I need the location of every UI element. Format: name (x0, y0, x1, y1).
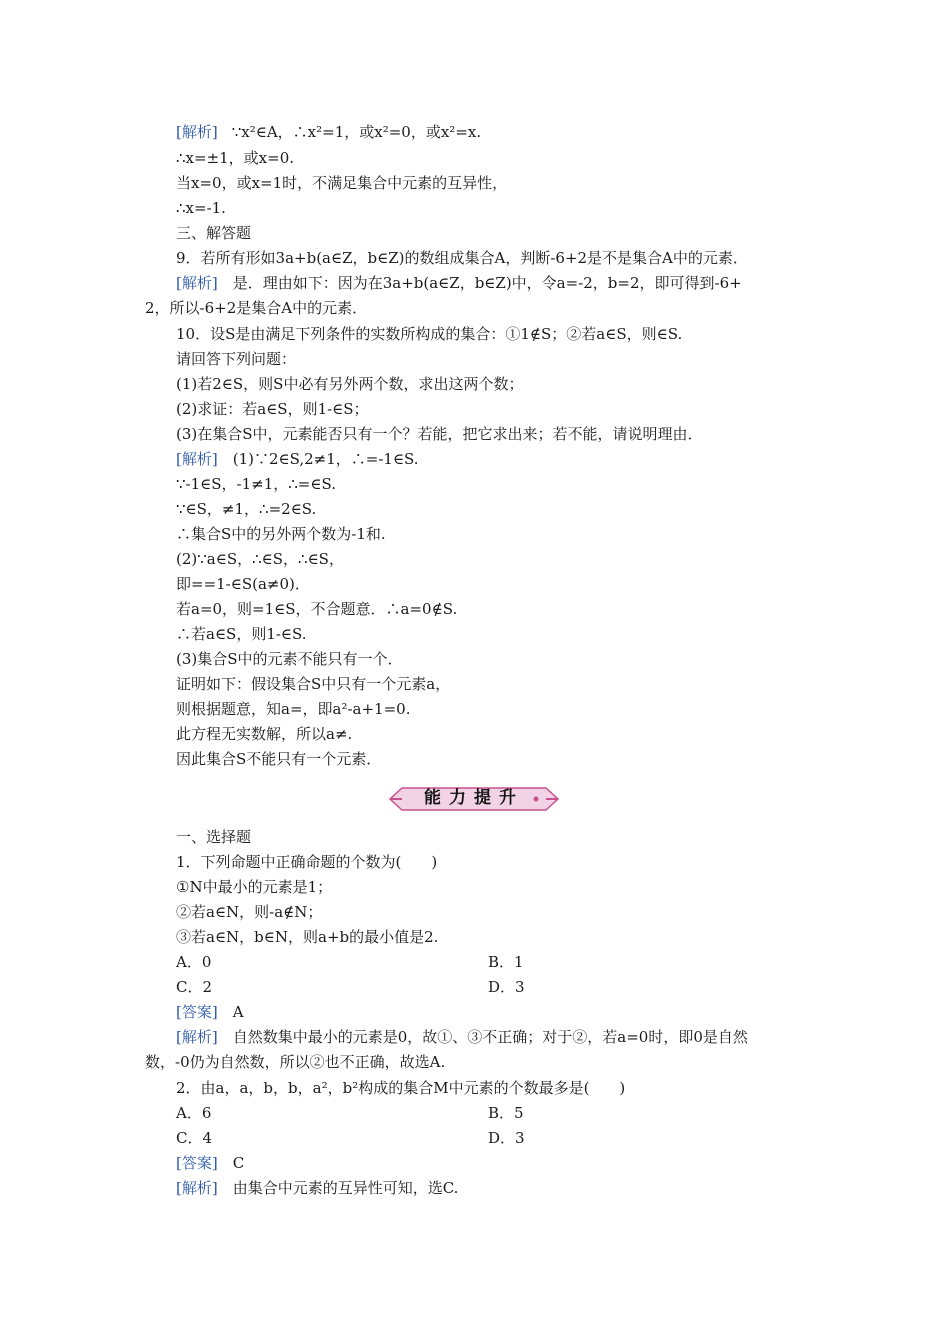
analysis-tag: [解析] (176, 1179, 218, 1197)
section-heading: 一、选择题 (176, 828, 252, 846)
analysis-tag: [解析] (176, 123, 218, 141)
q2-answer-line (176, 1152, 244, 1174)
q1-option-c: C．2 (176, 978, 213, 996)
section-banner (388, 785, 560, 813)
q8-analysis-text: ∵x²∈A，∴x²=1，或x²=0，或x²=x. (231, 123, 482, 141)
q1-option-b: B．1 (488, 953, 524, 971)
q10-analysis-line: ∵∈S，≠1，∴=2∈S. (176, 500, 317, 518)
q1-statement: ②若a∈N，则-a∉N； (176, 903, 323, 921)
q10-sub-question: (1)若2∈S，则S中必有另外两个数，求出这两个数； (176, 375, 524, 393)
analysis-tag: [解析] (176, 1028, 218, 1046)
q1-answer-line (176, 1001, 244, 1023)
q9-analysis-line: 2，所以-6+2是集合A中的元素． (145, 299, 368, 317)
q2-option-d: D．3 (488, 1129, 525, 1147)
q8-analysis-line: ∴x=±1，或x=0. (176, 149, 295, 167)
analysis-tag: [解析] (176, 274, 218, 292)
q1-statement: ①N中最小的元素是1； (176, 878, 333, 896)
banner-title: 能力提升 (424, 788, 524, 808)
q10-analysis-line: 此方程无实数解，所以a≠. (176, 725, 353, 743)
q10-analysis-line: 即==1-∈S(a≠0)． (176, 575, 310, 593)
q10-analysis-line: (2)∵a∈S，∴∈S，∴∈S， (176, 550, 344, 568)
q8-analysis-line: ∴x=-1. (176, 199, 226, 217)
q1-analysis-text: 自然数集中最小的元素是0，故①、③不正确；对于②，若a=0时，即0是自然 (217, 1028, 748, 1046)
analysis-tag: [解析] (176, 450, 218, 468)
q8-analysis-line (176, 121, 481, 143)
q10-analysis-text: (1)∵2∈S,2≠1，∴=-1∈S. (217, 450, 419, 468)
q1-answer: A (217, 1003, 244, 1021)
q2-analysis-line (176, 1177, 458, 1199)
q2-question: 2．由a，a，b，b，a²，b²构成的集合M中元素的个数最多是( ) (176, 1079, 626, 1097)
q9-analysis-line (176, 272, 742, 294)
q10-analysis-line (176, 448, 419, 470)
q10-analysis-line: 因此集合S不能只有一个元素． (176, 750, 382, 768)
answer-tag: [答案] (176, 1003, 218, 1021)
q9-question: 9．若所有形如3a+b(a∈Z，b∈Z)的数组成集合A，判断-6+2是不是集合A中的元素． (176, 249, 748, 267)
q1-question: 1．下列命题中正确命题的个数为( ) (176, 853, 438, 871)
q1-option-d: D．3 (488, 978, 525, 996)
q10-analysis-line: ∴集合S中的另外两个数为-1和. (176, 525, 386, 543)
q10-prompt: 请回答下列问题： (176, 350, 297, 368)
q10-analysis-line: 若a=0，则=1∈S，不合题意．∴a=0∉S. (176, 600, 458, 618)
q10-analysis-line: ∴若a∈S，则1-∈S. (176, 625, 307, 643)
q1-analysis-line: 数，-0仍为自然数，所以②也不正确，故选A. (145, 1053, 446, 1071)
q10-analysis-line: 则根据题意，知a=，即a²-a+1=0. (176, 700, 411, 718)
q1-analysis-line (176, 1026, 748, 1048)
q10-question: 10．设S是由满足下列条件的实数所构成的集合：①1∉S；②若a∈S，则∈S. (176, 325, 683, 343)
q2-option-b: B．5 (488, 1104, 524, 1122)
q10-sub-question: (3)在集合S中，元素能否只有一个？若能，把它求出来；若不能，请说明理由． (176, 425, 703, 443)
q2-answer: C (217, 1154, 245, 1172)
section-heading: 三、解答题 (176, 224, 252, 242)
q10-analysis-line: (3)集合S中的元素不能只有一个． (176, 650, 403, 668)
q2-option-c: C．4 (176, 1129, 213, 1147)
q1-statement: ③若a∈N，b∈N，则a+b的最小值是2. (176, 928, 439, 946)
q2-analysis-text: 由集合中元素的互异性可知，选C. (217, 1179, 459, 1197)
q10-analysis-line: ∵-1∈S，-1≠1，∴=∈S. (176, 475, 336, 493)
q10-analysis-line: 证明如下：假设集合S中只有一个元素a， (176, 675, 451, 693)
answer-tag: [答案] (176, 1154, 218, 1172)
q2-option-a: A．6 (176, 1104, 212, 1122)
q10-sub-question: (2)求证：若a∈S，则1-∈S； (176, 400, 369, 418)
q8-analysis-line: 当x=0，或x=1时，不满足集合中元素的互异性， (176, 174, 508, 192)
q9-analysis-text: 是．理由如下：因为在3a+b(a∈Z，b∈Z)中，令a=-2，b=2，即可得到-6+ (217, 274, 742, 292)
q1-option-a: A．0 (176, 953, 212, 971)
